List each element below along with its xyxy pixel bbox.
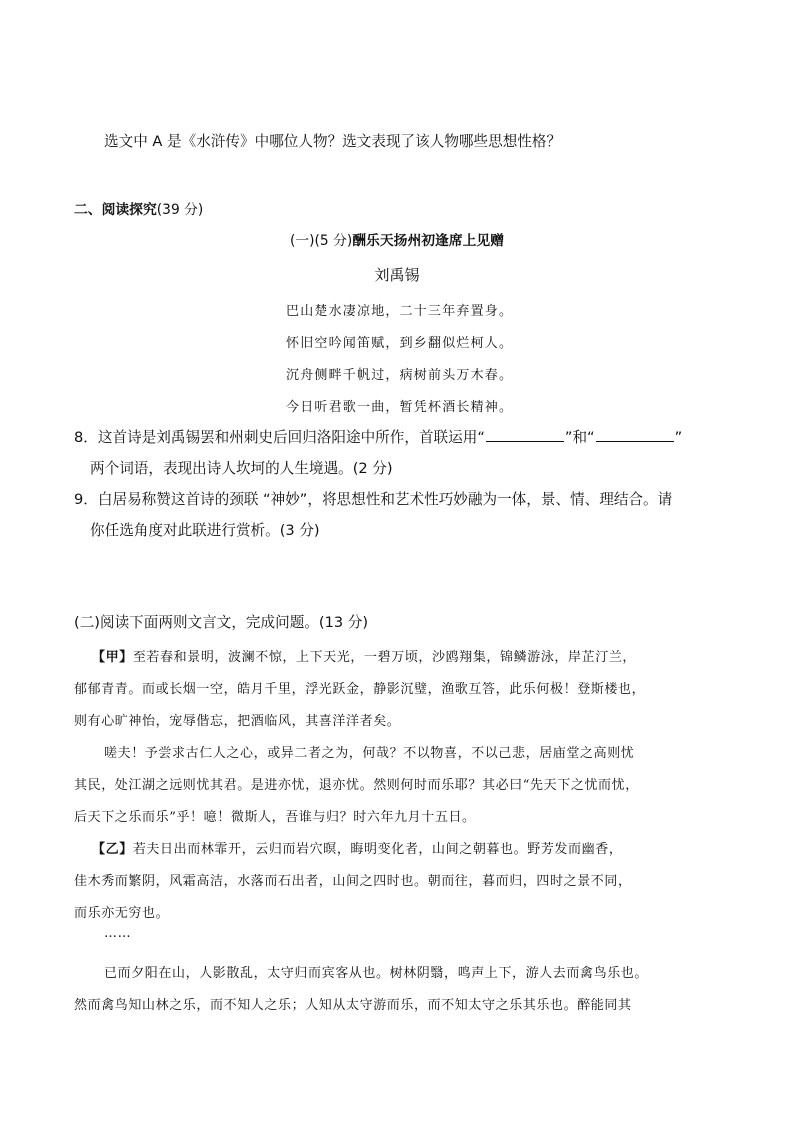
section-heading-score: (39 分)	[156, 202, 204, 218]
answer-blank-1[interactable]	[486, 429, 564, 442]
poem-title-line	[0, 229, 794, 249]
yi-text: 若夫日出而林霏开，云归而岩穴暝，晦明变化者，山间之朝暮也。野芳发而幽香，	[132, 842, 623, 857]
jia-line: 郁郁青青。而或长烟一空，皓月千里，浮光跃金，静影沉璧，渔歌互答，此乐何极！登斯楼也，	[74, 682, 646, 697]
poem-line: 巴山楚水凄凉地，二十三年弃置身。	[286, 304, 514, 319]
poem-line: 今日听君歌一曲，暂凭杯酒长精神。	[286, 400, 514, 415]
answer-blank-2[interactable]	[596, 429, 674, 442]
question-9-line-1: 9．白居易称赞这首诗的颈联 “神妙”，将思想性和艺术性巧妙融为一体，景、情、理结合。请	[74, 491, 673, 508]
jia-label: 【甲】	[92, 650, 133, 665]
jia-para2-line: 嗟夫！予尝求古仁人之心，或异二者之为，何哉？不以物喜，不以己悲，居庙堂之高则忧	[104, 746, 635, 761]
previous-question: 选文中 A 是《水浒传》中哪位人物？选文表现了该人物哪些思想性格？	[104, 133, 562, 150]
question-8-text: 8．这首诗是刘禹锡罢和州刺史后回归洛阳途中所作，首联运用“	[74, 429, 485, 446]
question-9-line-2: 你任选角度对此联进行赏析。(3 分)	[90, 522, 320, 539]
jia-line	[92, 646, 636, 665]
question-8-line-2: 两个词语，表现出诗人坎坷的人生境遇。(2 分)	[90, 460, 393, 477]
section-heading-title: 二、阅读探究	[74, 202, 157, 218]
yi-line: 佳木秀而繁阴，风霜高洁，水落而石出者，山间之四时也。朝而往，暮而归，四时之景不同，	[74, 874, 632, 889]
question-8-line-1	[74, 426, 682, 447]
question-8-text: ”和“	[564, 429, 595, 446]
yi-para3-line: 已而夕阳在山，人影散乱，太守归而宾客从也。树林阴翳，鸣声上下，游人去而禽鸟乐也。	[104, 966, 649, 981]
question-8-text: ”	[674, 429, 683, 446]
yi-label: 【乙】	[92, 842, 133, 857]
jia-text: 至若春和景明，波澜不惊，上下天光，一碧万顷，沙鸥翔集，锦鳞游泳，岸芷汀兰，	[132, 650, 637, 665]
yi-line	[92, 838, 622, 857]
poem-author: 刘禹锡	[374, 266, 420, 284]
poem-title-prefix: (一)(5 分)	[289, 233, 353, 249]
jia-para2-line: 其民，处江湖之远则忧其君。是进亦忧，退亦忧。然则何时而乐耶？其必曰“先天下之忧而忧，	[74, 778, 639, 793]
ellipsis: ……	[104, 926, 132, 941]
poem-title: 酬乐天扬州初逢席上见赠	[352, 233, 505, 249]
poem-line: 怀旧空吟闻笛赋，到乡翻似烂柯人。	[286, 336, 514, 351]
yi-para3-line: 然而禽鸟知山林之乐，而不知人之乐；人知从太守游而乐，而不知太守之乐其乐也。醉能同其	[74, 998, 632, 1013]
poem-line: 沉舟侧畔千帆过，病树前头万木春。	[286, 368, 514, 383]
yi-line: 而乐亦无穷也。	[74, 906, 170, 921]
section-heading	[74, 198, 203, 218]
part2-heading: (二)阅读下面两则文言文，完成问题。(13 分)	[74, 614, 369, 631]
jia-para2-line: 后天下之乐而乐”乎！噫！微斯人，吾谁与归？时六年九月十五日。	[74, 810, 476, 825]
jia-line: 则有心旷神怡，宠辱偕忘，把酒临风，其喜洋洋者矣。	[74, 714, 401, 729]
